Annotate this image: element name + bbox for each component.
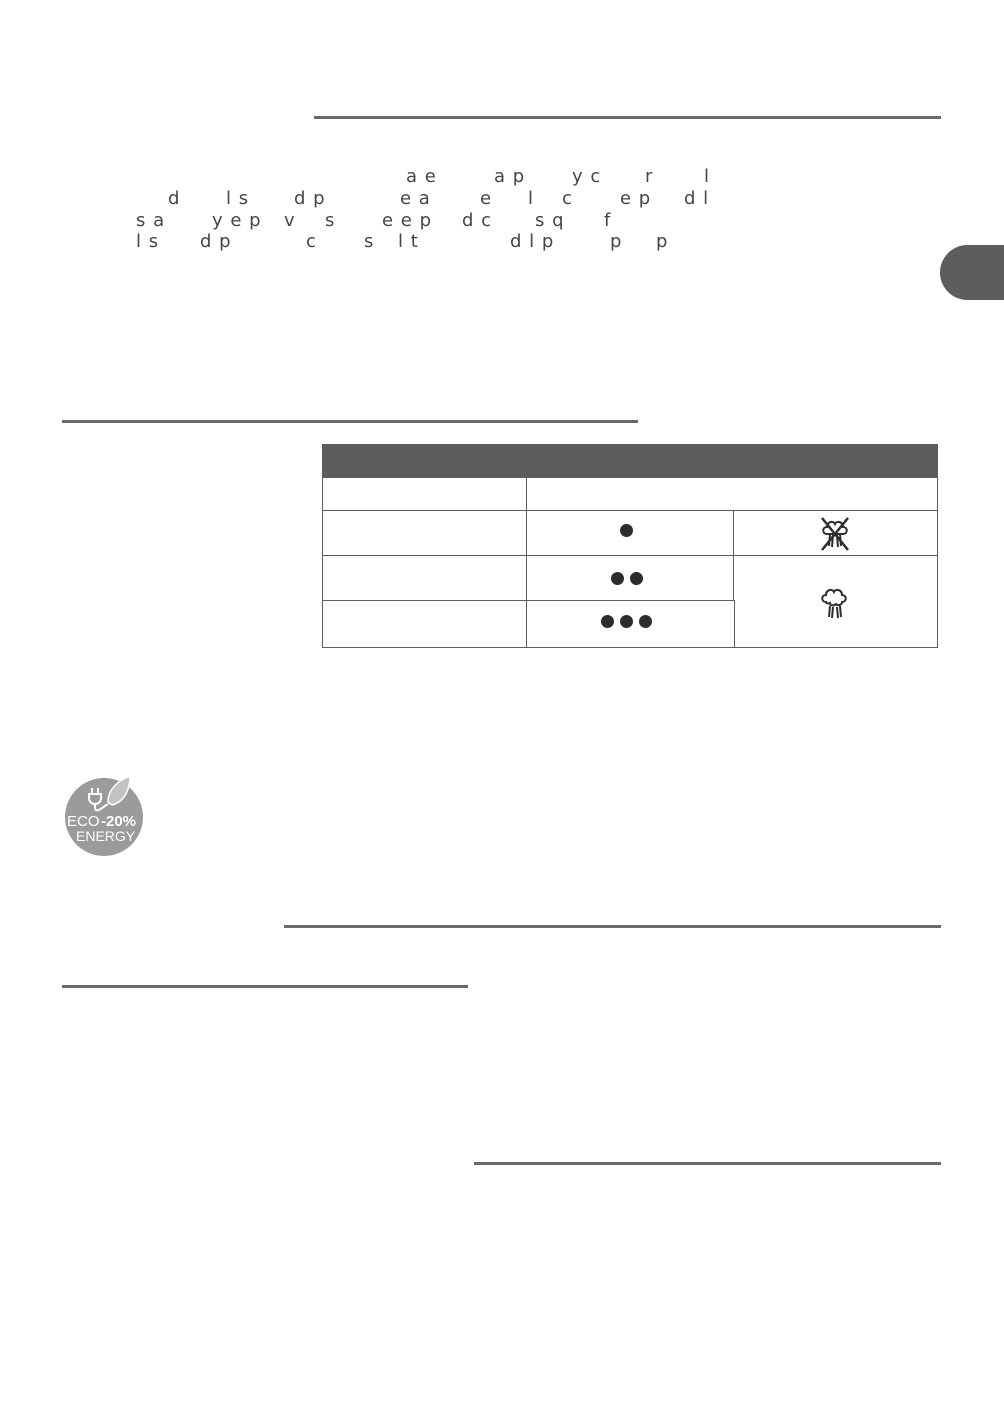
text-fragment: p <box>610 231 623 252</box>
text-fragment: s <box>325 210 336 231</box>
text-fragment: e p <box>620 188 652 209</box>
temperature-dot <box>620 524 633 537</box>
table-cell <box>526 477 938 512</box>
text-fragment: l <box>704 166 711 187</box>
text-fragment: s <box>364 231 375 252</box>
temperature-dot <box>601 615 614 628</box>
text-fragment: a p <box>494 166 526 187</box>
text-fragment: e <box>480 188 493 209</box>
text-fragment: v <box>284 210 296 231</box>
text-fragment: s q <box>535 210 565 231</box>
section-rule-5 <box>474 1162 941 1165</box>
text-fragment: p <box>656 231 669 252</box>
section-rule-4 <box>62 985 468 988</box>
text-fragment: a e <box>406 166 437 187</box>
section-rule-1 <box>314 116 941 119</box>
text-line-4 <box>0 231 1004 255</box>
eco-energy-badge <box>64 774 146 856</box>
text-fragment: d <box>168 188 181 209</box>
table-header <box>322 444 938 477</box>
text-fragment: d p <box>200 231 232 252</box>
text-fragment: d l p <box>510 231 555 252</box>
text-fragment: f <box>604 210 612 231</box>
temperature-dot <box>620 615 633 628</box>
table-cell <box>322 600 528 648</box>
temperature-dots <box>601 615 652 628</box>
text-fragment: l s <box>136 231 160 252</box>
temperature-dot <box>630 572 643 585</box>
section-rule-3 <box>284 925 941 928</box>
text-fragment: e e p <box>382 210 433 231</box>
no-steam-icon <box>818 514 852 552</box>
text-fragment: c <box>562 188 573 209</box>
table-cell <box>322 510 528 557</box>
text-fragment: d l <box>684 188 710 209</box>
text-fragment: d c <box>462 210 493 231</box>
text-fragment: s a <box>136 210 166 231</box>
eco-energy-word: ENERGY <box>76 828 136 844</box>
text-fragment: r <box>645 166 654 187</box>
steam-icon <box>818 584 852 622</box>
temperature-dot <box>611 572 624 585</box>
table-cell <box>322 555 528 602</box>
text-line-2 <box>0 188 1004 212</box>
text-line-1 <box>0 166 1004 190</box>
table-cell <box>322 477 528 512</box>
text-fragment: l s <box>226 188 250 209</box>
temperature-dots <box>620 524 633 537</box>
section-rule-2 <box>62 420 638 423</box>
text-fragment: d p <box>294 188 326 209</box>
temperature-dot <box>639 615 652 628</box>
temperature-dots <box>611 572 643 585</box>
text-fragment: y e p <box>212 210 262 231</box>
eco-word: ECO <box>67 813 100 830</box>
text-fragment: e a <box>400 188 431 209</box>
text-fragment: l t <box>398 231 419 252</box>
text-fragment: l <box>528 188 535 209</box>
text-fragment: y c <box>572 166 602 187</box>
eco-percent: -20% <box>101 813 137 830</box>
text-fragment: c <box>306 231 317 252</box>
